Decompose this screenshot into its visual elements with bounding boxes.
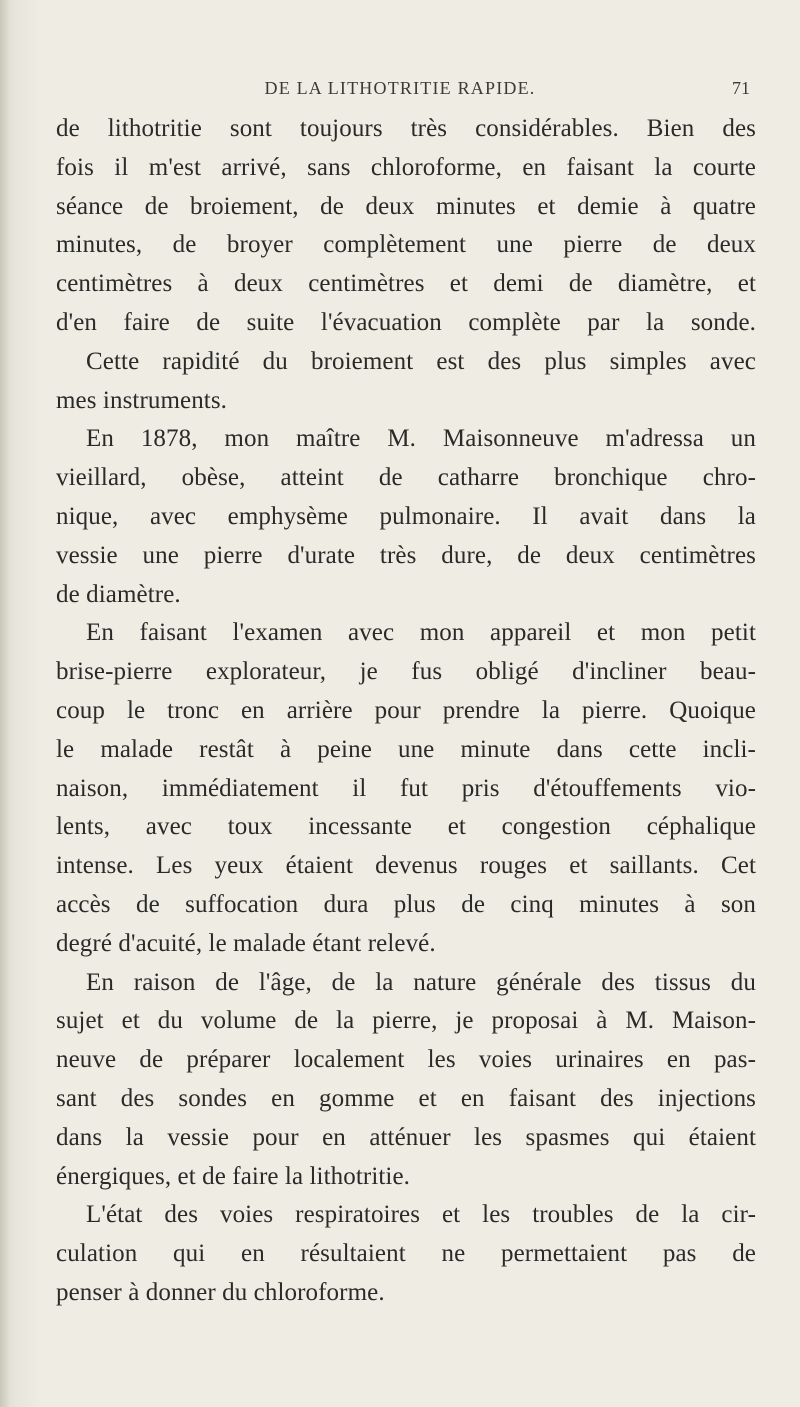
text-line: intense. Les yeux étaient devenus rouges et saillants. Cet [56,852,756,880]
text-line: degré d'acuité, le malade étant relevé. [56,929,436,957]
page-number: 71 [732,78,750,98]
text-line: sant des sondes en gomme et en faisant des injections [56,1084,756,1112]
page-gutter-shadow [0,0,10,1407]
text-line: séance de broiement, de deux minutes et demie à quatre [56,192,756,220]
body-text [56,110,756,1313]
text-line: de diamètre. [56,580,181,608]
text-line: mes instruments. [56,386,228,414]
text-line: coup le tronc en arrière pour prendre la pierre. Quoique [56,696,756,724]
text-line: culation qui en résultaient ne permettaient pas de [56,1240,756,1268]
text-line: naison, immédiatement il fut pris d'étouffements vio- [56,774,756,802]
text-line: vieillard, obèse, atteint de catharre bronchique chro- [56,464,756,492]
text-line: minutes, de broyer complètement une pierre de deux [56,231,756,259]
text-line: En raison de l'âge, de la nature générale des tissus du [86,968,756,996]
text-line: lents, avec toux incessante et congestion céphalique [56,813,756,841]
text-line: Cette rapidité du broiement est des plus simples avec [86,347,756,375]
text-line: En faisant l'examen avec mon appareil et mon petit [86,619,756,647]
text-line: sujet et du volume de la pierre, je proposai à M. Maison- [56,1007,756,1035]
text-line: brise-pierre explorateur, je fus obligé d'incliner beau- [56,658,756,686]
text-line: En 1878, mon maître M. Maisonneuve m'adressa un [86,425,756,453]
text-line: dans la vessie pour en atténuer les spasmes qui étaient [56,1123,756,1151]
text-line: de lithotritie sont toujours très considérables. Bien des [56,115,756,142]
text-line: accès de suffocation dura plus de cinq minutes à son [56,890,756,918]
running-head: DE LA LITHOTRITIE RAPIDE. [264,78,536,98]
text-line: nique, avec emphysème pulmonaire. Il avait dans la [56,502,756,530]
text-line: fois il m'est arrivé, sans chloroforme, en faisant la courte [56,153,756,181]
page-header [60,78,750,106]
text-line: d'en faire de suite l'évacuation complète par la sonde. [56,308,756,336]
text-line: le malade restât à peine une minute dans cette incli- [56,735,756,763]
text-line: énergiques, et de faire la lithotritie. [56,1162,410,1190]
text-line: neuve de préparer localement les voies urinaires en pas- [56,1046,756,1074]
text-line: vessie une pierre d'urate très dure, de deux centimètres [56,541,756,569]
text-line: L'état des voies respiratoires et les troubles de la cir- [86,1201,756,1229]
text-line: centimètres à deux centimètres et demi de diamètre, et [56,270,756,298]
text-line: penser à donner du chloroforme. [56,1278,385,1306]
